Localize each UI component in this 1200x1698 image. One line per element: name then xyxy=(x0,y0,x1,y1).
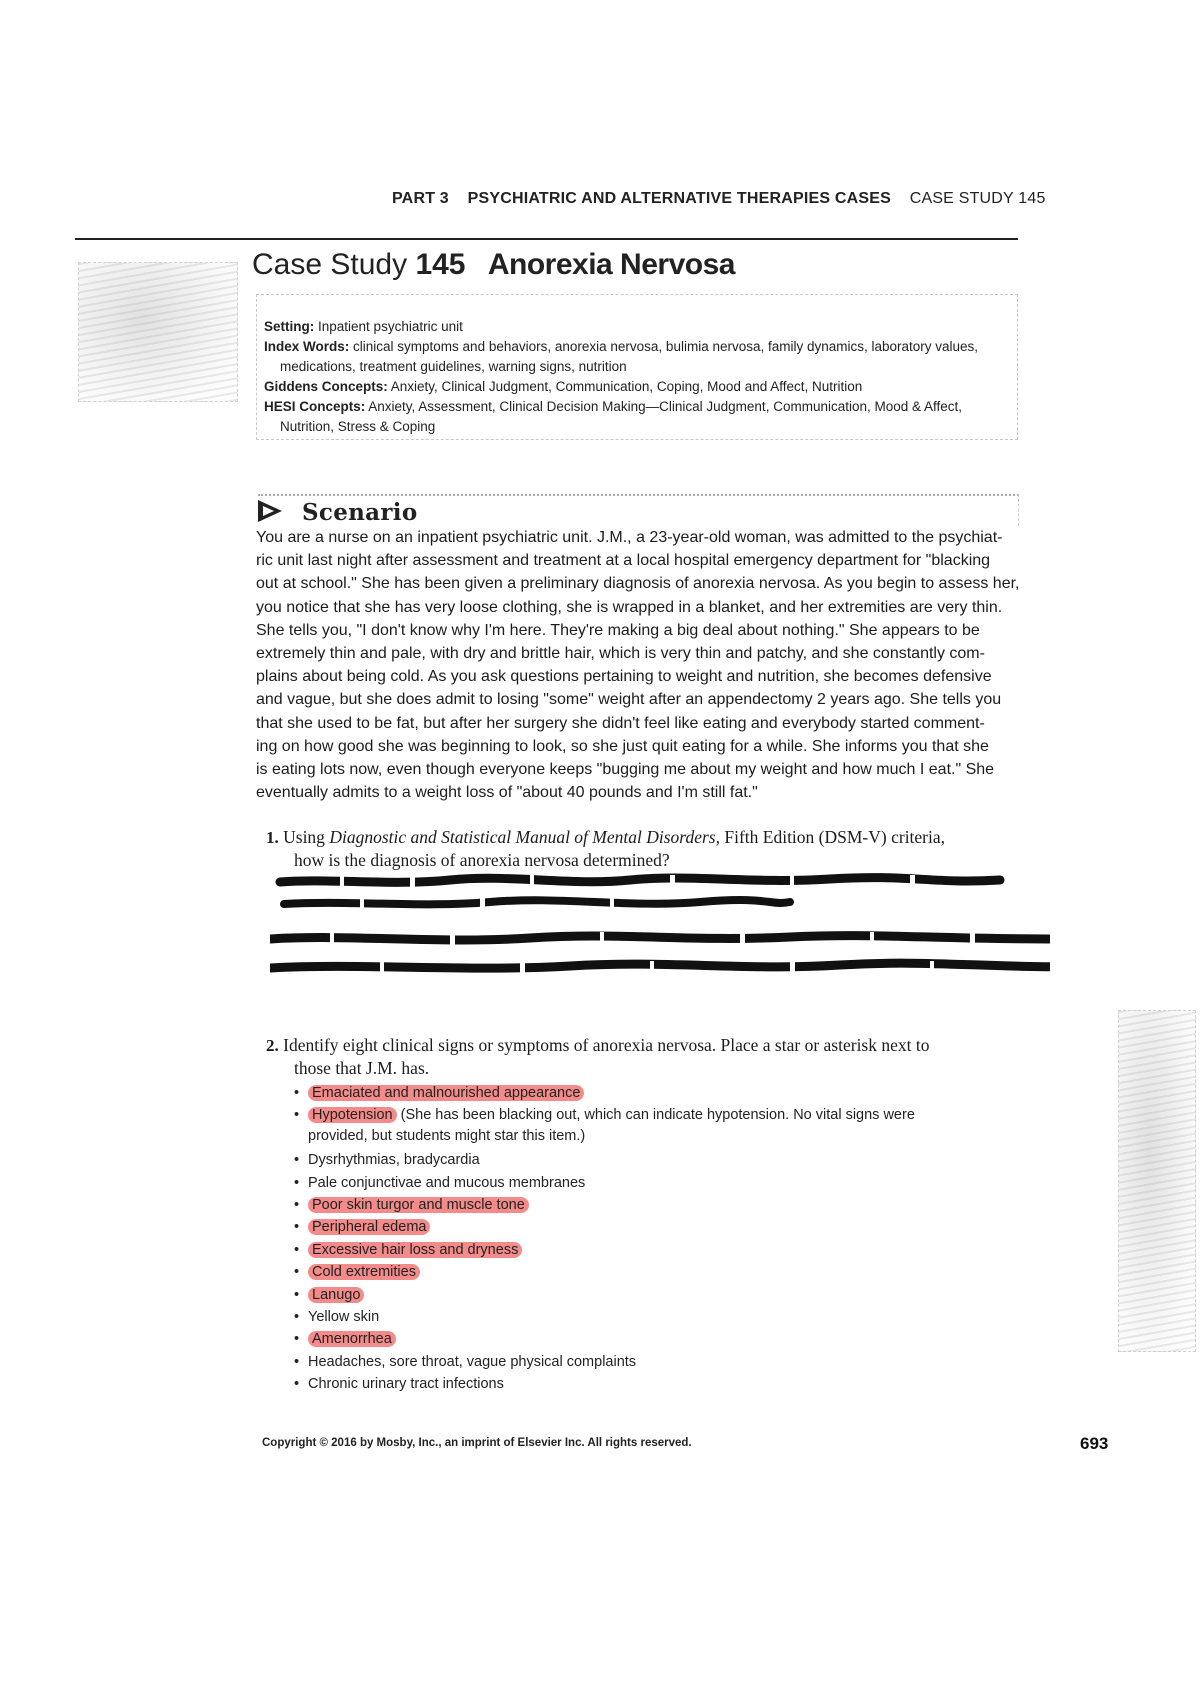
giddens-value: Anxiety, Clinical Judgment, Communication, Coping, Mood and Affect, Nutrition xyxy=(390,379,863,394)
symptom-item xyxy=(294,1352,636,1372)
symptom-item xyxy=(294,1105,915,1125)
giddens-label: Giddens Concepts: xyxy=(264,379,388,394)
symptom-text: Yellow skin xyxy=(308,1309,380,1325)
hesi-value-1: Anxiety, Assessment, Clinical Decision Making—Clinical Judgment, Communication, Mood & Affect, xyxy=(368,399,963,414)
symptom-note: (She has been blacking out, which can indicate hypotension. No vital signs were xyxy=(396,1107,915,1124)
scenario-line: She tells you, "I don't know why I'm here. They're making a big deal about nothing." She appears to be xyxy=(256,621,980,639)
hesi-line xyxy=(264,397,1012,417)
scenario-line: eventually admits to a weight loss of "about 40 pounds and I'm still fat." xyxy=(256,784,758,802)
question-1-line-2: how is the diagnosis of anorexia nervosa determined? xyxy=(294,850,670,870)
header-rule xyxy=(75,238,1018,240)
setting-line xyxy=(264,317,1012,337)
question-1-number: 1. xyxy=(266,828,279,847)
index-words-line xyxy=(264,337,1012,357)
giddens-line xyxy=(264,377,1012,397)
title-number: 145 xyxy=(415,248,466,281)
scenario-line: and vague, but she does admit to losing "some" weight after an appendectomy 2 years ago. She tells you xyxy=(256,691,1002,709)
index-value-2: medications, treatment guidelines, warning signs, nutrition xyxy=(280,359,627,374)
symptom-text: Headaches, sore throat, vague physical complaints xyxy=(308,1353,637,1370)
bullet-dot: • xyxy=(294,1152,300,1169)
bullet-dot: • xyxy=(294,1309,300,1325)
symptom-text: Pale conjunctivae and mucous membranes xyxy=(308,1174,586,1191)
symptom-item xyxy=(294,1307,379,1327)
q1-italic-title: Diagnostic and Statistical Manual of Mental Disorders, xyxy=(329,827,720,847)
bullet-dot: • xyxy=(294,1286,300,1303)
highlighted-symptom: Peripheral edema xyxy=(308,1219,430,1235)
bullet-dot: • xyxy=(294,1264,300,1281)
scenario-line: ric unit last night after assessment and treatment at a local hospital emergency department for "blacking xyxy=(256,552,991,570)
symptom-item xyxy=(294,1217,430,1237)
bullet-dot: • xyxy=(294,1107,300,1124)
symptom-item xyxy=(294,1285,364,1305)
scenario-line: extremely thin and pale, with dry and brittle hair, which is very thin and patchy, and she constantly com- xyxy=(256,645,985,663)
question-2-line-2: those that J.M. has. xyxy=(294,1058,430,1078)
title-name: Anorexia Nervosa xyxy=(487,248,735,281)
question-2-number: 2. xyxy=(266,1036,279,1055)
index-words-line-2 xyxy=(280,357,1028,377)
hesi-label: HESI Concepts: xyxy=(264,399,366,414)
highlighted-symptom: Cold extremities xyxy=(308,1264,420,1280)
bullet-dot: • xyxy=(294,1376,300,1393)
highlighted-symptom: Emaciated and malnourished appearance xyxy=(308,1085,584,1101)
hesi-value-2: Nutrition, Stress & Coping xyxy=(280,419,436,434)
case-label: CASE STUDY 145 xyxy=(909,190,1046,207)
play-arrow-icon xyxy=(256,498,284,524)
symptom-item xyxy=(294,1195,529,1215)
bullet-dot: • xyxy=(294,1331,300,1348)
highlighted-symptom: Amenorrhea xyxy=(308,1331,396,1347)
bullet-dot: • xyxy=(294,1197,300,1213)
symptom-text: Dysrhythmias, bradycardia xyxy=(308,1152,480,1169)
symptom-item xyxy=(294,1262,420,1282)
scenario-line: you notice that she has very loose clothing, she is wrapped in a blanket, and her extremities are very thin. xyxy=(256,598,1003,616)
scenario-line: You are a nurse on an inpatient psychiatric unit. J.M., a 23-year-old woman, was admitted to the psychiat- xyxy=(256,529,1003,546)
symptom-text: Chronic urinary tract infections xyxy=(308,1376,504,1393)
symptom-item xyxy=(294,1374,504,1394)
scanned-decoration-top xyxy=(78,262,238,402)
highlighted-symptom: Poor skin turgor and muscle tone xyxy=(308,1197,529,1213)
page-number: 693 xyxy=(1080,1434,1109,1453)
symptom-note-continued: provided, but students might star this item.) xyxy=(308,1127,586,1144)
scenario-line: is eating lots now, even though everyone keeps "bugging me about my weight and how much I eat." She xyxy=(256,761,995,779)
symptom-item xyxy=(294,1173,585,1193)
index-value-1: clinical symptoms and behaviors, anorexia nervosa, bulimia nervosa, family dynamics, laboratory values, xyxy=(353,339,979,354)
question-1-line-1 xyxy=(283,827,945,847)
highlighted-symptom: Excessive hair loss and dryness xyxy=(308,1242,522,1258)
scenario-line: plains about being cold. As you ask questions pertaining to weight and nutrition, she becomes defensive xyxy=(256,668,992,686)
bullet-dot: • xyxy=(294,1174,300,1191)
question-2 xyxy=(266,1034,1026,1080)
symptom-item xyxy=(294,1083,584,1103)
section-label: PSYCHIATRIC AND ALTERNATIVE THERAPIES CASES xyxy=(467,190,892,207)
bullet-dot: • xyxy=(294,1241,300,1258)
scanned-side-tab xyxy=(1118,1010,1196,1352)
part-label: PART 3 xyxy=(392,190,449,207)
copyright: Copyright © 2016 by Mosby, Inc., an imprint of Elsevier Inc. All rights reserved. xyxy=(262,1437,692,1449)
bullet-dot: • xyxy=(294,1219,300,1236)
scenario-line: that she used to be fat, but after her surgery she didn't feel like eating and everybody started comment- xyxy=(256,714,985,732)
running-head xyxy=(392,190,1046,208)
scenario-line: out at school." She has been given a preliminary diagnosis of anorexia nervosa. As you begin to assess her, xyxy=(256,575,1020,593)
setting-value: Inpatient psychiatric unit xyxy=(318,319,463,334)
symptom-item xyxy=(294,1150,480,1170)
symptom-item xyxy=(294,1240,522,1260)
scenario-text xyxy=(256,526,1020,804)
bullet-dot: • xyxy=(294,1353,300,1370)
symptom-item xyxy=(294,1329,396,1349)
title-label: Case Study xyxy=(252,248,408,281)
q1-prefix: Using xyxy=(283,827,330,847)
highlighted-symptom: Hypotension xyxy=(308,1107,397,1123)
scenario-line: ing on how good she was beginning to look, so she just quit eating for a while. She informs you that she xyxy=(256,737,989,755)
q1-suffix: Fifth Edition (DSM-V) criteria, xyxy=(719,827,946,847)
hesi-line-2 xyxy=(280,417,1028,437)
index-label: Index Words: xyxy=(264,339,350,354)
highlighted-symptom: Lanugo xyxy=(308,1287,364,1303)
bullet-dot: • xyxy=(294,1085,300,1101)
question-1 xyxy=(266,826,1026,872)
question-2-line-1: Identify eight clinical signs or symptoms of anorexia nervosa. Place a star or asterisk next to xyxy=(283,1035,930,1055)
page-title xyxy=(252,248,735,282)
redacted-answer-scribble xyxy=(270,872,1050,984)
scenario-heading: Scenario xyxy=(302,499,418,526)
setting-label: Setting: xyxy=(264,319,315,334)
